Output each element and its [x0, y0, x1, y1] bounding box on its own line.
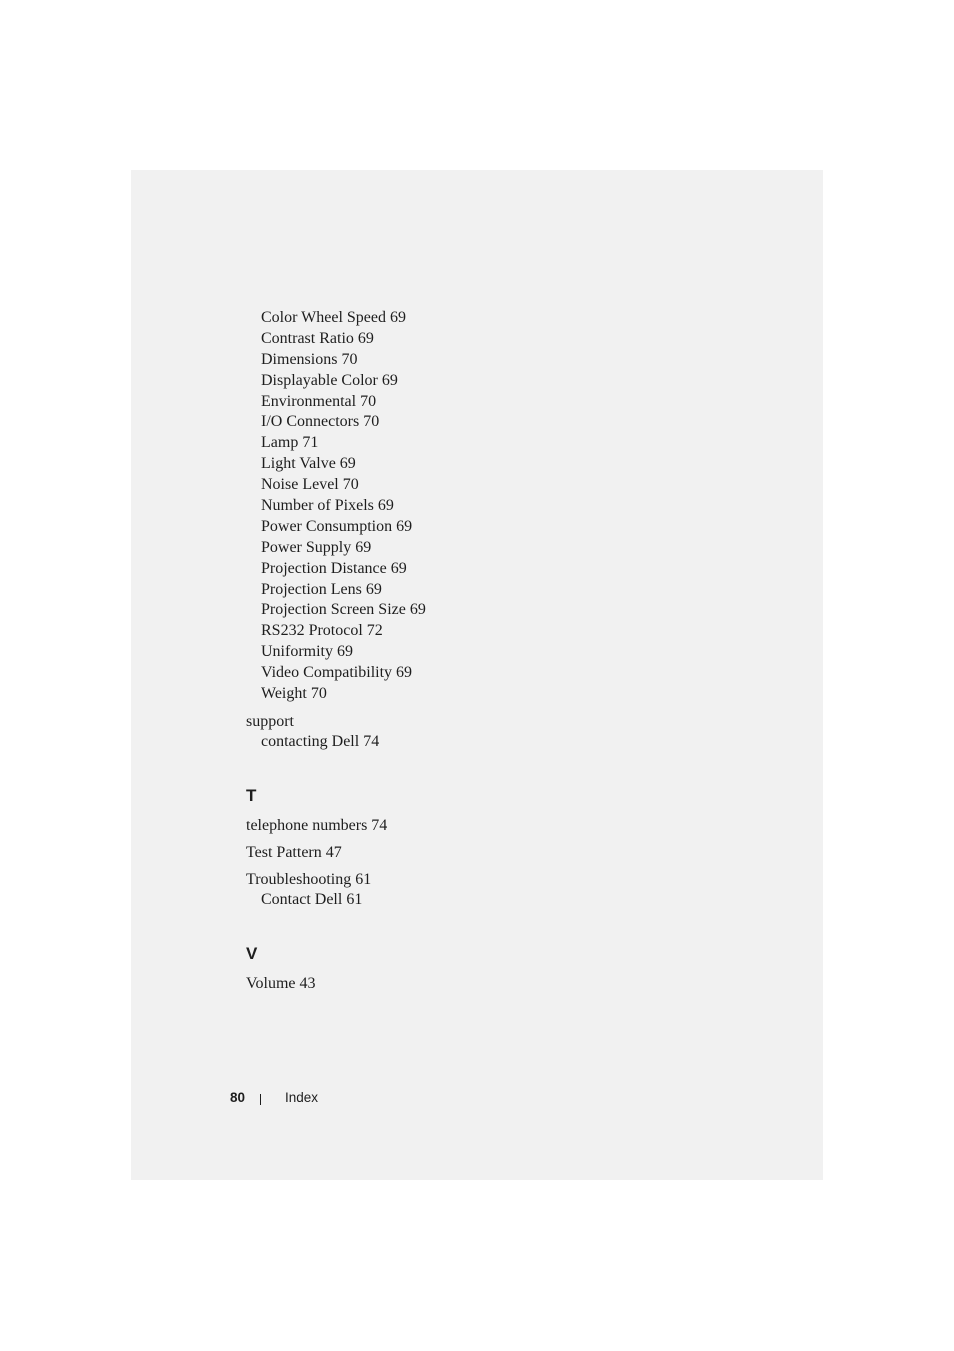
- specifications-subentry-list: [246, 308, 646, 705]
- index-entry-test-pattern[interactable]: Test Pattern 47: [246, 843, 342, 861]
- index-subentry[interactable]: Number of Pixels 69: [261, 497, 394, 515]
- index-subentry[interactable]: Dimensions 70: [261, 350, 358, 368]
- index-subentry[interactable]: Video Compatibility 69: [261, 664, 413, 682]
- index-entry-support[interactable]: support: [246, 712, 294, 730]
- index-subentry[interactable]: Power Consumption 69: [261, 517, 413, 535]
- footer-separator: [260, 1094, 261, 1105]
- index-entry-volume[interactable]: Volume 43: [246, 974, 316, 992]
- index-subentry[interactable]: Contrast Ratio 69: [261, 329, 374, 347]
- index-subentry[interactable]: Projection Distance 69: [261, 559, 407, 577]
- footer-section-title: Index: [285, 1090, 319, 1105]
- page-number: 80: [230, 1090, 246, 1105]
- section-letter-v: V: [246, 943, 258, 963]
- index-subentry[interactable]: Weight 70: [261, 685, 327, 703]
- index-subentry-contacting-dell[interactable]: contacting Dell 74: [261, 732, 380, 750]
- index-subentry[interactable]: RS232 Protocol 72: [261, 622, 383, 640]
- index-subentry[interactable]: Projection Screen Size 69: [261, 601, 426, 619]
- index-subentry[interactable]: I/O Connectors 70: [261, 413, 380, 431]
- section-letter-t: T: [246, 785, 257, 805]
- index-subentry[interactable]: Displayable Color 69: [261, 371, 398, 389]
- index-subentry[interactable]: Projection Lens 69: [261, 580, 382, 598]
- index-subentry[interactable]: Noise Level 70: [261, 476, 359, 494]
- index-subentry[interactable]: Power Supply 69: [261, 538, 372, 556]
- page-footer: [230, 1088, 318, 1108]
- index-subentry[interactable]: Color Wheel Speed 69: [261, 309, 407, 326]
- index-subentry-contact-dell[interactable]: Contact Dell 61: [261, 890, 363, 908]
- index-subentry[interactable]: Light Valve 69: [261, 455, 356, 473]
- index-subentry[interactable]: Environmental 70: [261, 392, 377, 410]
- index-subentry[interactable]: Lamp 71: [261, 434, 319, 452]
- index-entry-troubleshooting[interactable]: Troubleshooting 61: [246, 870, 372, 888]
- index-entry-telephone-numbers[interactable]: telephone numbers 74: [246, 816, 388, 834]
- index-column: [246, 308, 646, 994]
- index-subentry[interactable]: Uniformity 69: [261, 643, 353, 661]
